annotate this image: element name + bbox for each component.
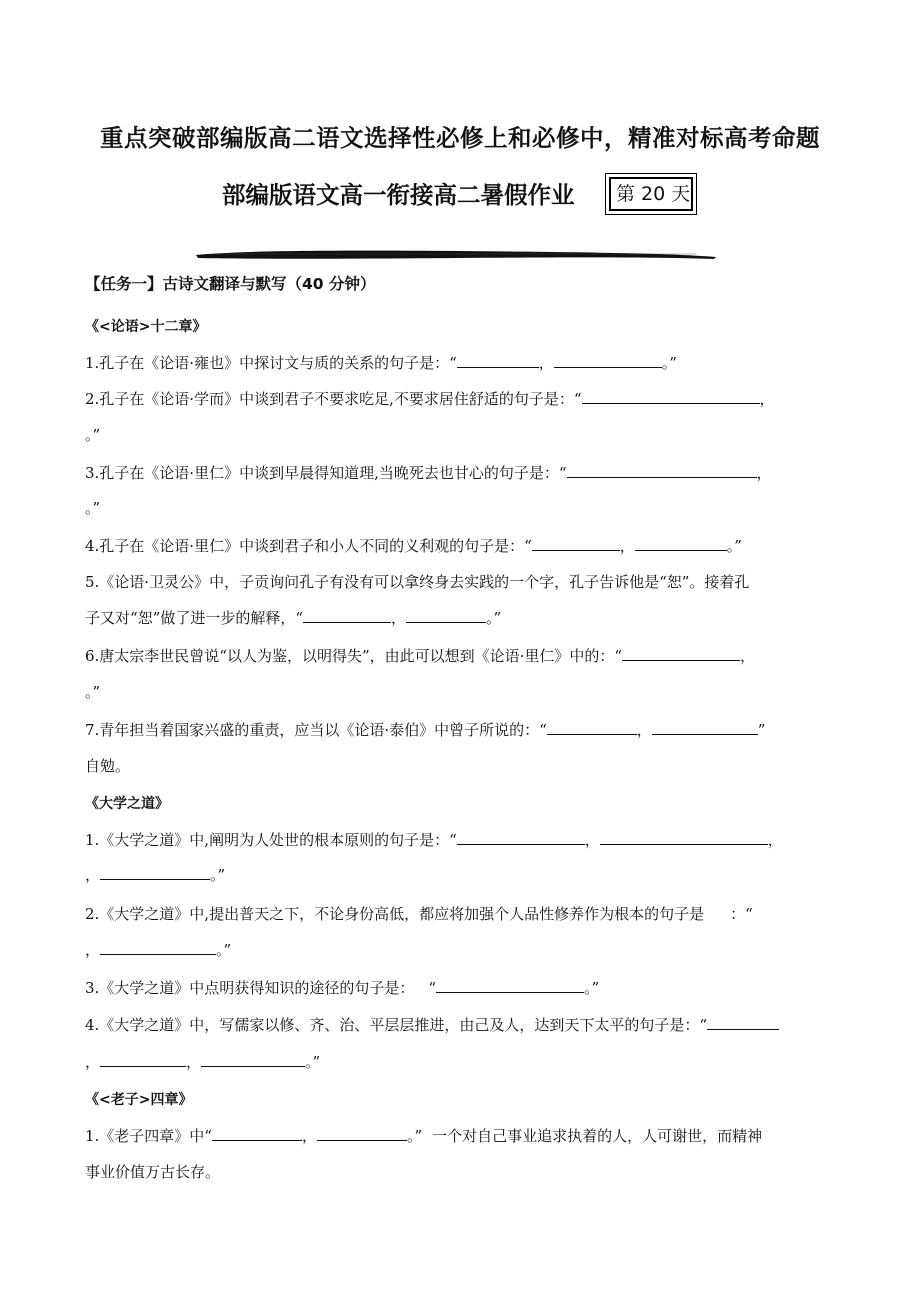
answer-blank[interactable] [622,646,740,661]
answer-blank[interactable] [567,463,757,478]
question-laozi-1: 1.《老子四章》中“ ， 。” 一个对自己事业追求执着的人，人可谢世，而精神 [85,1127,763,1145]
answer-blank[interactable] [707,1015,779,1030]
question-daxue-1-cont: ， 。” [85,866,226,884]
brush-stroke-divider [196,245,716,265]
document-subtitle: 部编版语文高一衔接高二暑假作业 [222,181,575,209]
section-title-daxue: 《大学之道》 [85,796,169,812]
question-lunyu-5: 5.《论语·卫灵公》中，子贡询问孔子有没有可以拿终身去实践的一个字，孔子告诉他是“恕”。接着孔 [85,573,750,591]
document-title: 重点突破部编版高二语文选择性必修上和必修中，精准对标高考命题 [100,124,820,152]
answer-blank[interactable] [532,536,620,551]
answer-blank[interactable] [212,1126,302,1141]
answer-blank[interactable] [100,940,216,955]
answer-blank[interactable] [100,865,210,880]
question-lunyu-2-cont: 。” [85,426,101,444]
question-lunyu-5-cont: 子又对“恕”做了进一步的解释，“ ， 。” [85,609,502,627]
question-daxue-3: 3.《大学之道》中点明获得知识的途径的句子是： “ 。” [85,979,600,997]
question-lunyu-1: 1.孔子在《论语·雍也》中探讨文与质的关系的句子是：“ ， 。” [85,354,677,372]
task-heading: 【任务一】古诗文翻译与默写（40 分钟） [85,275,376,293]
question-daxue-4: 4.《大学之道》中，写儒家以修、齐、治、平层层推进，由己及人，达到天下太平的句子是：“ [85,1014,779,1035]
answer-blank[interactable] [436,978,584,993]
question-lunyu-7-cont: 自勉。 [85,757,131,775]
question-lunyu-3: 3.孔子在《论语·里仁》中谈到早晨得知道理,当晚死去也甘心的句子是：“ ， [85,464,772,482]
answer-blank[interactable] [201,1052,305,1067]
section-title-lunyu: 《<论语>十二章》 [85,319,207,335]
question-laozi-1-cont: 事业价值万古长存。 [85,1163,221,1181]
question-daxue-4-cont: ， ， 。” [85,1053,321,1071]
question-lunyu-6: 6.唐太宗李世民曾说“以人为鉴，以明得失”，由此可以想到《论语·里仁》中的：“ ， [85,647,756,665]
question-lunyu-7: 7.青年担当着国家兴盛的重责，应当以《论语·泰伯》中曾子所说的：“ ， ” [85,721,766,739]
question-daxue-1: 1.《大学之道》中,阐明为人处世的根本原则的句子是：“ ， ， [85,831,783,849]
answer-blank[interactable] [406,608,486,623]
section-title-laozi: 《<老子>四章》 [85,1092,193,1108]
day-badge [605,173,697,215]
answer-blank[interactable] [547,720,637,735]
question-daxue-2-cont: ， 。” [85,941,232,959]
question-daxue-2: 2.《大学之道》中,提出普天之下，不论身份高低，都应将加强个人品性修养作为根本的句子是 ：“ [85,905,753,923]
answer-blank[interactable] [554,353,662,368]
answer-blank[interactable] [457,353,539,368]
question-lunyu-2: 2.孔子在《论语·学而》中谈到君子不要求吃足,不要求居住舒适的句子是：“ ， [85,390,775,408]
answer-blank[interactable] [457,830,585,845]
answer-blank[interactable] [652,720,758,735]
question-lunyu-4: 4.孔子在《论语·里仁》中谈到君子和小人不同的义利观的句子是：“ ， 。” [85,537,742,555]
answer-blank[interactable] [582,389,760,404]
answer-blank[interactable] [303,608,391,623]
answer-blank[interactable] [100,1052,186,1067]
question-lunyu-6-cont: 。” [85,683,101,701]
answer-blank[interactable] [635,536,727,551]
answer-blank[interactable] [317,1126,407,1141]
day-badge-label: 第 20 天 [609,177,693,211]
question-lunyu-3-cont: 。” [85,499,101,517]
answer-blank[interactable] [600,830,768,845]
